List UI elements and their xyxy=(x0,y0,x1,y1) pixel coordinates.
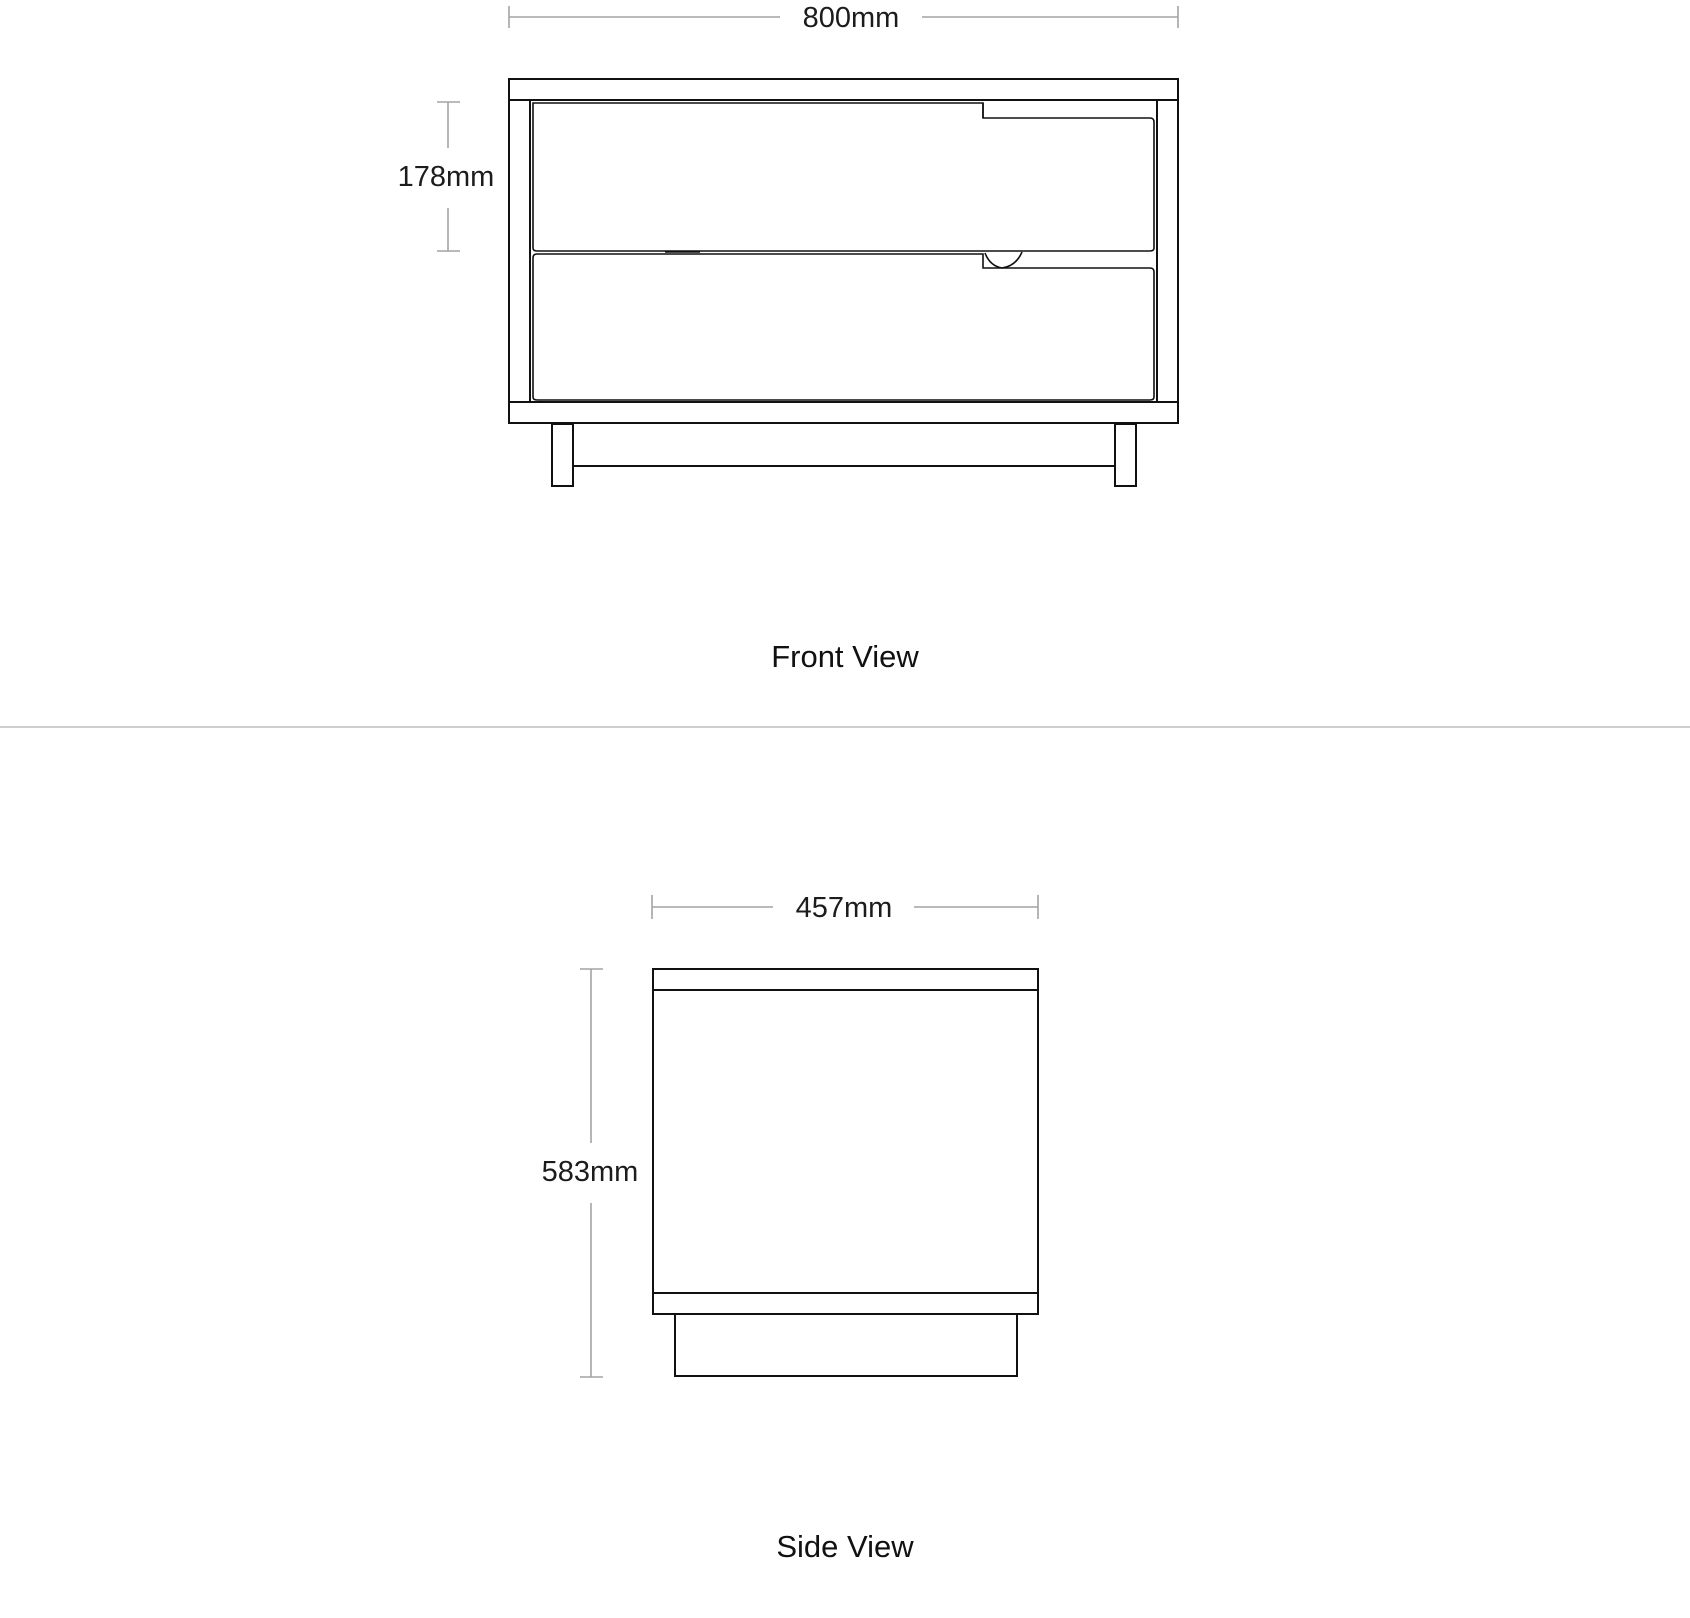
front-bottom-drawer xyxy=(533,254,1154,400)
front-width-label: 800mm xyxy=(802,2,900,34)
front-right-leg xyxy=(1115,424,1136,486)
side-case-outline xyxy=(653,969,1038,1314)
front-view xyxy=(398,2,1178,674)
front-left-leg xyxy=(552,424,573,486)
front-drawer-height-dimension xyxy=(398,102,495,251)
front-width-dimension xyxy=(509,2,1178,34)
side-height-label: 583mm xyxy=(541,1156,639,1188)
side-cabinet xyxy=(653,969,1038,1376)
side-view xyxy=(542,892,1038,1564)
side-depth-dimension xyxy=(652,892,1038,924)
front-top-drawer xyxy=(533,103,1154,251)
front-cabinet xyxy=(509,79,1178,486)
side-base xyxy=(675,1314,1017,1376)
side-depth-label: 457mm xyxy=(795,892,893,924)
side-height-dimension xyxy=(542,969,639,1377)
front-handle-cutout xyxy=(985,252,1022,268)
front-drawer-height-label: 178mm xyxy=(397,161,495,193)
front-view-title: Front View xyxy=(771,639,919,674)
side-view-title: Side View xyxy=(776,1529,914,1564)
